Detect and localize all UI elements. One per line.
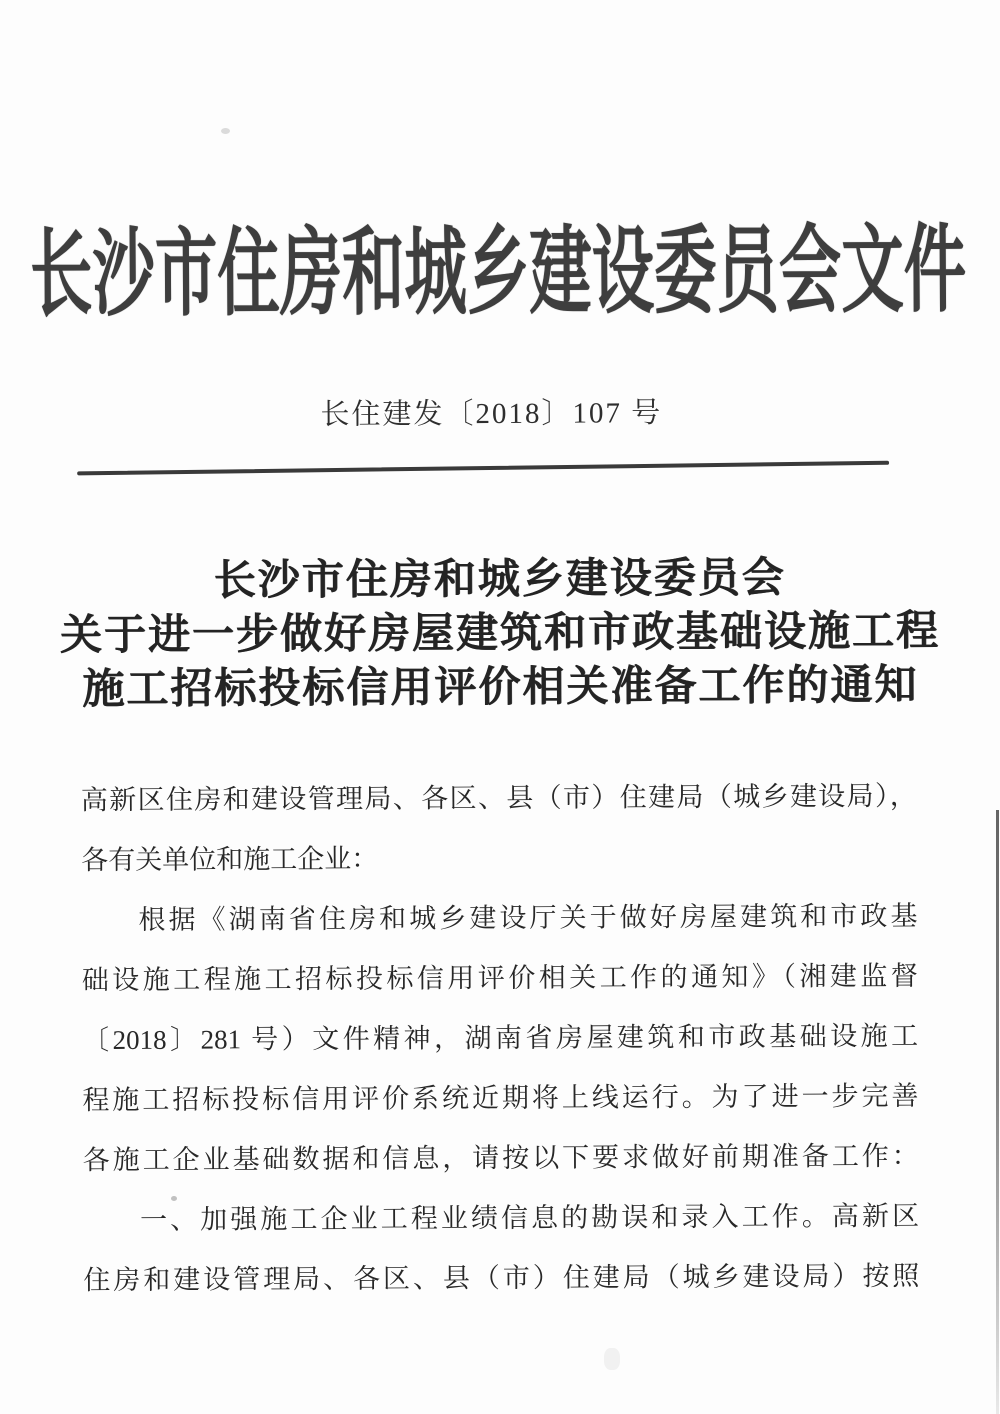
document-title	[35, 550, 966, 717]
scan-speck	[604, 1348, 620, 1370]
body-line: 住房和建设管理局、各区、县（市）住建局（城乡建设局）按照	[83, 1260, 920, 1296]
body-line: 根据《湖南省住房和城乡建设厅关于做好房屋建筑和市政基	[138, 900, 918, 935]
title-line: 施工招标投标信用评价相关准备工作的通知	[82, 660, 919, 713]
body-line: 础设施工程施工招标投标信用评价相关工作的通知》（湘建监督	[81, 960, 918, 996]
agency-banner	[0, 210, 998, 335]
header-divider-line	[77, 461, 889, 476]
scan-speck	[171, 1196, 177, 1201]
title-line: 关于进一步做好房屋建筑和市政基础设施工程	[59, 606, 941, 659]
scan-speck	[221, 128, 230, 134]
title-line: 长沙市住房和城乡建设委员会	[213, 553, 786, 604]
scan-edge-shadow	[996, 810, 999, 1414]
body-line: 各施工企业基础数据和信息，请按以下要求做好前期准备工作：	[82, 1140, 919, 1176]
body-line: 〔2018〕281 号）文件精神，湖南省房屋建筑和市政基础设施工	[82, 1020, 919, 1056]
body-line: 各有关单位和施工企业：	[81, 843, 379, 876]
document-number: 长住建发〔2018〕107 号	[320, 397, 663, 431]
body-line: 程施工招标投标信用评价系统近期将上线运行。为了进一步完善	[82, 1080, 919, 1116]
body-line: 一、加强施工企业工程业绩信息的勘误和录入工作。高新区	[139, 1200, 920, 1235]
body-line: 高新区住房和建设管理局、各区、县（市）住建局（城乡建设局），	[80, 780, 917, 816]
agency-banner-text: 长沙市住房和城乡建设委员会文件	[29, 216, 967, 329]
document-body	[81, 766, 920, 1310]
